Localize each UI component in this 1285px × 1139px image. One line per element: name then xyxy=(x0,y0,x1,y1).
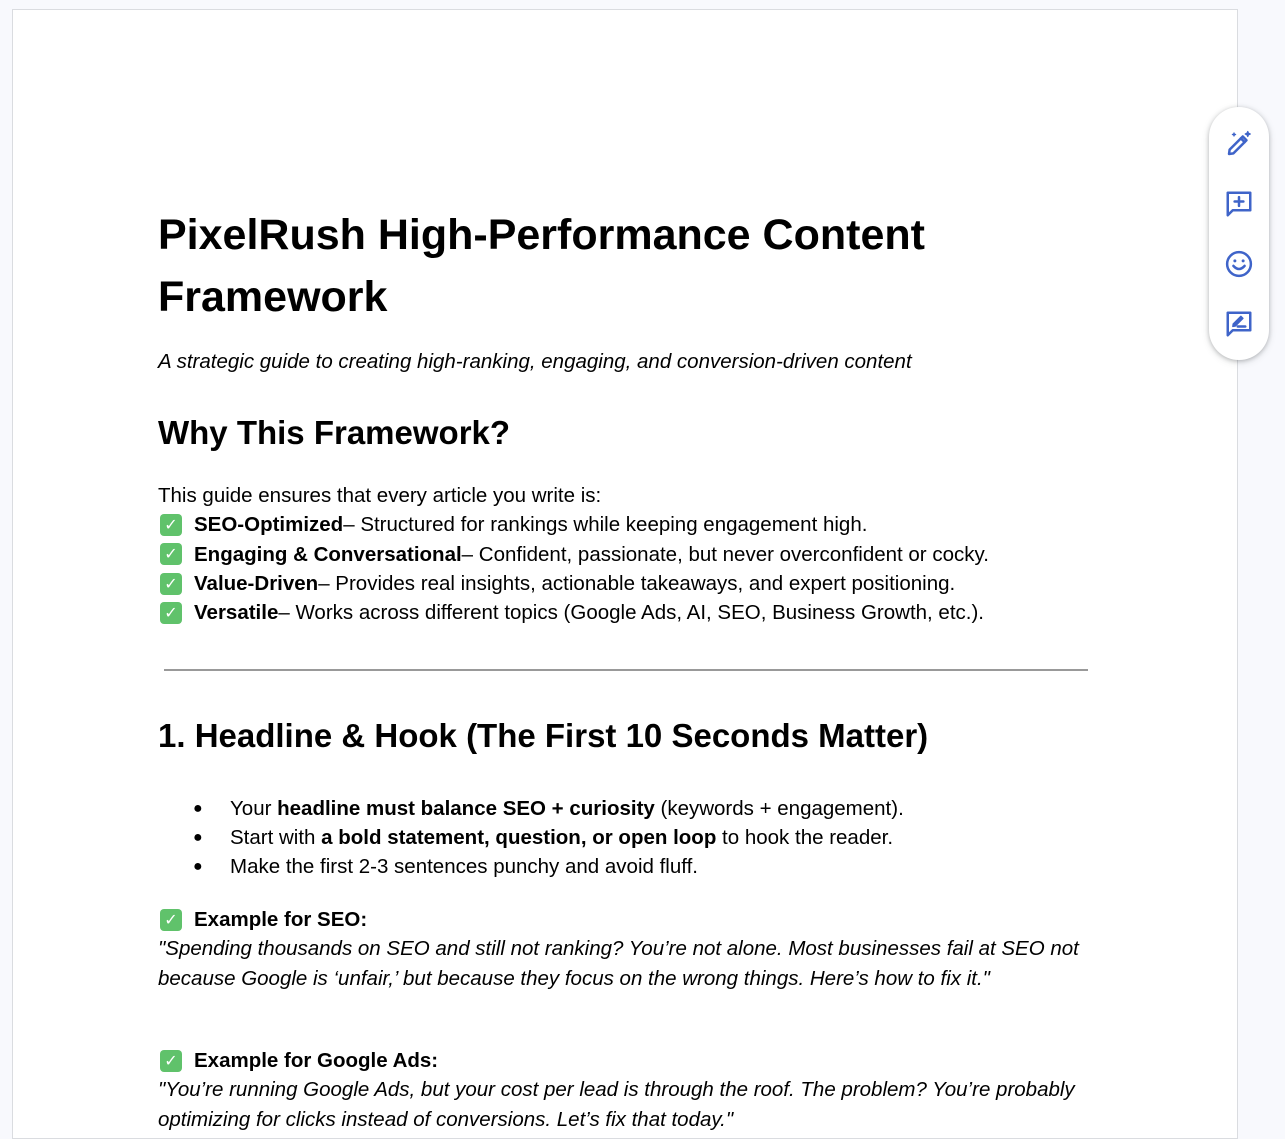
bullet-text-bold: headline must balance SEO + curiosity xyxy=(277,797,655,820)
check-item-text: – Confident, passionate, but never overconfident or cocky. xyxy=(461,542,989,566)
bullet-text-pre: Start with xyxy=(230,826,322,849)
check-item-title: Engaging & Conversational xyxy=(194,542,462,566)
why-framework-heading: Why This Framework? xyxy=(158,414,511,451)
check-item-title: Versatile xyxy=(194,601,279,625)
check-mark-icon: ✓ xyxy=(160,573,182,595)
floating-side-toolbar xyxy=(1209,107,1269,360)
check-mark-icon: ✓ xyxy=(160,909,182,931)
document-subtitle: A strategic guide to creating high-ranking, engaging, and conversion-driven content xyxy=(158,350,912,373)
example-label-line xyxy=(158,1046,1098,1075)
check-item-title: Value-Driven xyxy=(194,571,319,595)
horizontal-rule xyxy=(164,669,1088,671)
add-comment-button[interactable] xyxy=(1223,188,1255,220)
add-emoji-reaction-button[interactable] xyxy=(1223,248,1255,280)
example-quote: "You’re running Google Ads, but your cost per lead is through the roof. The problem? You’re probably optimizing for clicks instead of conversions. Let’s fix that today." xyxy=(158,1078,1075,1131)
bullet-icon: ● xyxy=(193,800,203,817)
document-title: PixelRush High-Performance Content Framework xyxy=(158,211,925,321)
emoji-reaction-icon xyxy=(1224,249,1254,279)
suggest-edits-icon xyxy=(1224,309,1254,339)
check-item xyxy=(158,510,1098,539)
bullet-text-post: to hook the reader. xyxy=(716,826,894,849)
document-page xyxy=(12,9,1238,1139)
check-mark-icon: ✓ xyxy=(160,1050,182,1072)
bullet-text-post: (keywords + engagement). xyxy=(654,797,904,820)
check-item-text: – Provides real insights, actionable takeaways, and expert positioning. xyxy=(318,571,956,595)
add-comment-icon xyxy=(1224,189,1254,219)
example-label: Example for Google Ads: xyxy=(194,1049,439,1072)
check-item xyxy=(158,569,1098,598)
example-label-line xyxy=(158,905,1098,934)
check-item-text: – Works across different topics (Google Ads, AI, SEO, Business Growth, etc.). xyxy=(278,601,984,625)
google-ads-example xyxy=(158,1046,1098,1134)
seo-example xyxy=(158,905,1098,993)
check-mark-icon: ✓ xyxy=(160,543,182,565)
check-item xyxy=(158,540,1098,569)
bullet-text-pre: Make the first 2-3 sentences punchy and avoid fluff. xyxy=(230,855,698,878)
magic-edit-button[interactable] xyxy=(1223,128,1255,160)
why-framework-body xyxy=(158,481,1098,627)
check-mark-icon: ✓ xyxy=(160,514,182,536)
check-mark-icon: ✓ xyxy=(160,602,182,624)
list-item xyxy=(193,852,1093,881)
list-item xyxy=(193,823,1093,852)
check-item xyxy=(158,598,1098,627)
bullet-icon: ● xyxy=(193,858,203,875)
example-label: Example for SEO: xyxy=(194,908,368,931)
magic-edit-icon xyxy=(1224,129,1254,159)
bullet-text-pre: Your xyxy=(230,797,278,820)
headline-hook-heading: 1. Headline & Hook (The First 10 Seconds Matter) xyxy=(158,717,929,754)
list-item xyxy=(193,794,1093,823)
example-quote: "Spending thousands on SEO and still not ranking? You’re not alone. Most businesses fail at SEO not because Google is ‘unfair,’ but because they focus on the wrong things. Here’s how to fix it." xyxy=(158,937,1079,990)
why-intro-text: This guide ensures that every article you write is: xyxy=(158,484,602,507)
suggest-edits-button[interactable] xyxy=(1223,308,1255,340)
bullet-icon: ● xyxy=(193,829,203,846)
bullet-text-bold: a bold statement, question, or open loop xyxy=(321,826,717,849)
check-item-title: SEO-Optimized xyxy=(194,513,344,537)
check-item-text: – Structured for rankings while keeping engagement high. xyxy=(343,513,868,537)
headline-bullet-list xyxy=(193,794,1093,881)
